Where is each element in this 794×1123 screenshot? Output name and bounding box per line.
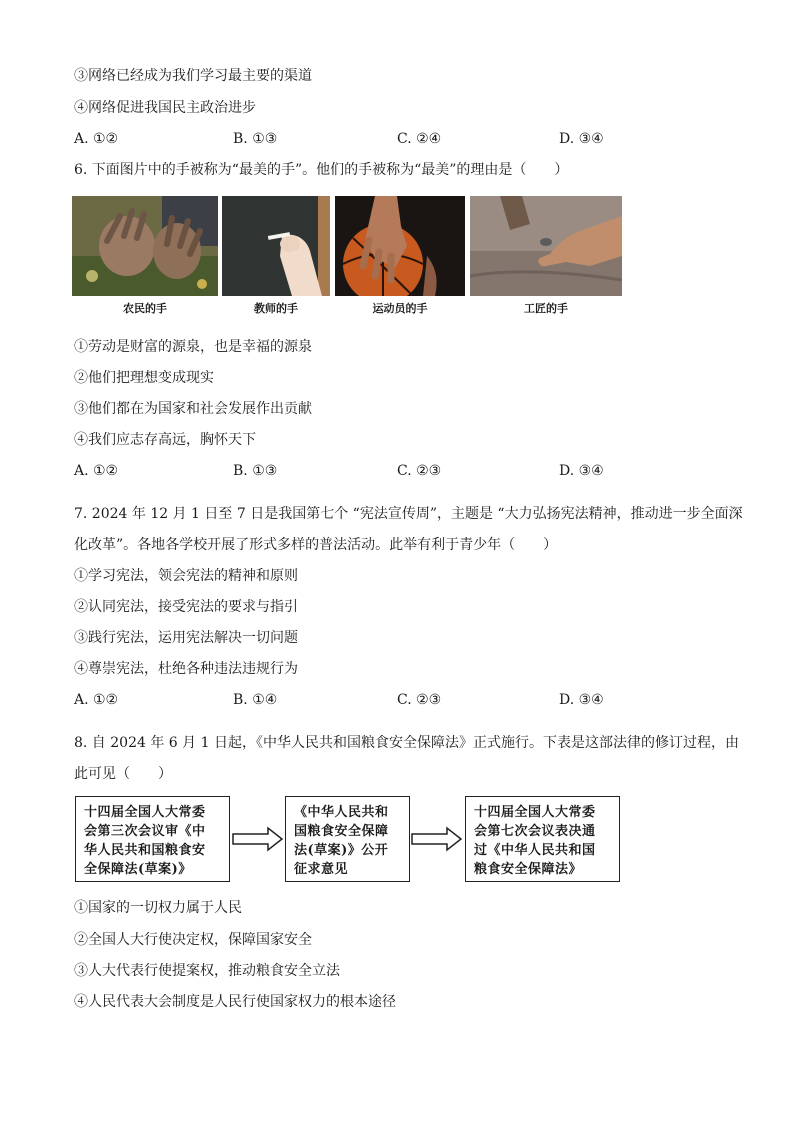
farmer-hands-photo [72, 196, 218, 296]
q7-option-d: D. ③④ [559, 692, 604, 708]
flow-step-3-line: 粮食安全保障法》 [474, 862, 583, 877]
caption-teacher: 教师的手 [254, 302, 298, 315]
q8-item-3: ③人大代表行使提案权，推动粮食安全立法 [74, 963, 340, 979]
flow-step-3-line: 过《中华人民共和国 [474, 843, 596, 858]
q6-option-a: A. ①② [74, 463, 119, 479]
q5-option-c: C. ②④ [397, 131, 442, 147]
q7-option-c: C. ②③ [397, 692, 442, 708]
flow-step-3-line: 会第七次会议表决通 [474, 824, 596, 839]
q7-stem-line-1: 7. 2024 年 12 月 1 日至 7 日是我国第七个 “宪法宣传周”，主题是 “大力弘扬宪法精神，推动进一步全面深 [74, 506, 743, 522]
q6-item-3: ③他们都在为国家和社会发展作出贡献 [74, 401, 312, 417]
caption-farmer: 农民的手 [123, 302, 167, 315]
flow-step-3-line: 十四届全国人大常委 [474, 805, 596, 820]
caption-craftsman: 工匠的手 [524, 302, 568, 315]
q6-stem: 6. 下面图片中的手被称为“最美的手”。他们的手被称为“最美”的理由是（ ） [74, 162, 569, 178]
q5-option-a: A. ①② [74, 131, 119, 147]
flow-step-2 [285, 796, 410, 882]
q6-option-b: B. ①③ [233, 463, 278, 479]
flow-step-1-line: 全保障法(草案)》 [84, 862, 192, 877]
caption-athlete: 运动员的手 [372, 302, 428, 315]
flow-step-1-line: 会第三次会议审《中 [84, 824, 206, 839]
q7-item-2: ②认同宪法，接受宪法的要求与指引 [74, 599, 298, 615]
flow-arrow-right-icon [411, 826, 463, 852]
q8-item-4: ④人民代表大会制度是人民行使国家权力的根本途径 [74, 994, 396, 1010]
q6-option-d: D. ③④ [559, 463, 604, 479]
q6-item-4: ④我们应志存高远，胸怀天下 [74, 432, 256, 448]
craftsman-hand-photo [470, 196, 622, 296]
flow-step-1-line: 十四届全国人大常委 [84, 805, 206, 820]
q8-item-2: ②全国人大行使决定权，保障国家安全 [74, 932, 312, 948]
flow-step-1 [75, 796, 230, 882]
flow-step-2-line: 征求意见 [294, 862, 349, 877]
q5-option-b: B. ①③ [233, 131, 278, 147]
q5-option-d: D. ③④ [559, 131, 604, 147]
q8-stem-line-1: 8. 自 2024 年 6 月 1 日起，《中华人民共和国粮食安全保障法》正式施行。下表是这部法律的修订过程，由 [74, 735, 739, 751]
q6-item-1: ①劳动是财富的源泉，也是幸福的源泉 [74, 339, 312, 355]
flow-arrow-right-icon [232, 826, 284, 852]
q5-item-4: ④网络促进我国民主政治进步 [74, 100, 256, 116]
flow-step-1-line: 华人民共和国粮食安 [84, 843, 206, 858]
q6-option-c: C. ②③ [397, 463, 442, 479]
flow-step-2-line: 国粮食安全保障 [294, 824, 389, 839]
q7-stem-line-2: 化改革”。各地各学校开展了形式多样的普法活动。此举有利于青少年（ ） [74, 537, 558, 553]
q7-item-4: ④尊崇宪法，杜绝各种违法违规行为 [74, 661, 298, 677]
q7-item-3: ③践行宪法，运用宪法解决一切问题 [74, 630, 298, 646]
q7-item-1: ①学习宪法，领会宪法的精神和原则 [74, 568, 298, 584]
q7-option-a: A. ①② [74, 692, 119, 708]
flow-step-2-line: 法(草案)》公开 [294, 843, 389, 858]
q8-stem-line-2: 此可见（ ） [74, 766, 172, 782]
athlete-hand-photo [335, 196, 465, 296]
flow-step-2-line: 《中华人民共和 [294, 805, 389, 820]
q6-item-2: ②他们把理想变成现实 [74, 370, 214, 386]
q8-item-1: ①国家的一切权力属于人民 [74, 900, 242, 916]
flow-step-3 [465, 796, 620, 882]
q7-option-b: B. ①④ [233, 692, 278, 708]
q5-item-3: ③网络已经成为我们学习最主要的渠道 [74, 68, 312, 84]
teacher-hand-photo [222, 196, 330, 296]
